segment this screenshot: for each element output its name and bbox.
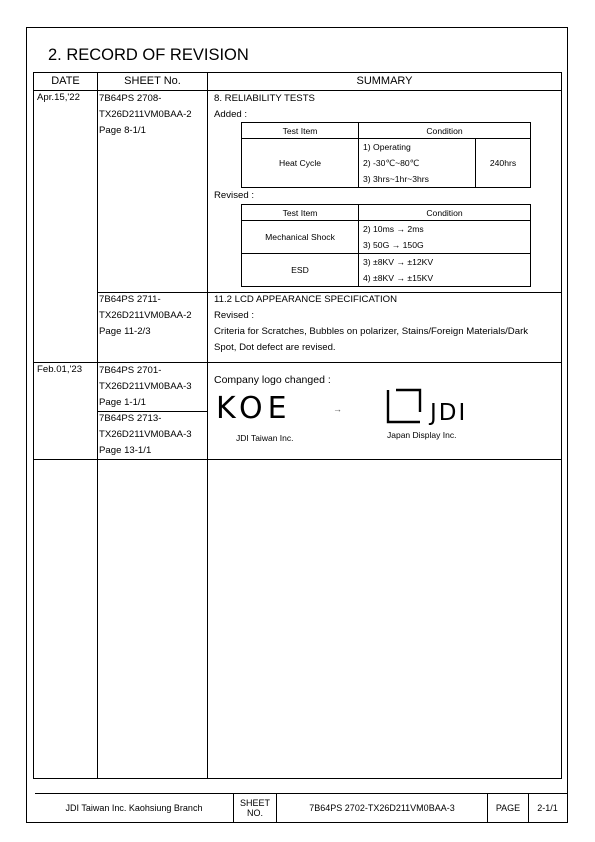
condition-line: 3) 50G → 150G [363, 240, 424, 250]
entry2-date: Feb.01,'23 [37, 364, 83, 375]
revised-label: Revised : [214, 310, 254, 321]
revision-text: Spot, Dot defect are revised. [214, 342, 336, 353]
sheet-line: Page 13-1/1 [99, 445, 152, 456]
sheet-line: TX26D211VM0BAA-2 [99, 310, 192, 321]
col-test-item: Test Item [242, 205, 359, 221]
entry1-section2 [214, 292, 528, 356]
koe-logo-caption: JDI Taiwan Inc. [236, 433, 294, 443]
sheet-line: 7B64PS 2711- [99, 294, 161, 305]
sheet-line: 7B64PS 2713- [99, 413, 162, 424]
column-divider [207, 73, 208, 778]
footer-page-label: PAGE [495, 803, 521, 813]
sheet-line: 7B64PS 2701- [99, 365, 162, 376]
condition-line: 3) 3hrs~1hr~3hrs [363, 174, 429, 184]
footer-company: JDI Taiwan Inc. Kaohsiung Branch [65, 803, 203, 813]
entry2-summary: Company logo changed : [214, 374, 331, 386]
col-test-item: Test Item [242, 123, 359, 139]
arrow-icon: → [333, 404, 342, 414]
footer-page-number: 2-1/1 [537, 803, 558, 813]
mechanical-shock-conditions [359, 221, 531, 254]
entry1-sheet-b [99, 292, 192, 340]
koe-logo: KOE [216, 391, 292, 426]
sheet-line: Page 1-1/1 [99, 397, 146, 408]
condition-line: 4) ±8KV → ±15KV [363, 273, 434, 283]
row-divider [34, 459, 561, 460]
entry1-added-label: Added : [214, 109, 248, 120]
jdi-logo-wordmark: JDI [430, 400, 468, 426]
entry1-revised-label: Revised : [214, 190, 254, 201]
sheet-line: TX26D211VM0BAA-3 [99, 381, 192, 392]
jdi-logo-caption: Japan Display Inc. [387, 430, 457, 440]
sheet-line: Page 11-2/3 [99, 326, 151, 337]
sheet-line: TX26D211VM0BAA-3 [99, 429, 192, 440]
test-item-mechanical-shock: Mechanical Shock [242, 221, 359, 254]
sheet-label-line: SHEET [239, 798, 270, 808]
revision-text: Criteria for Scratches, Bubbles on polarizer, Stains/Foreign Materials/Dark [214, 326, 529, 337]
sheet-label-line: NO. [246, 808, 263, 818]
page-footer [35, 793, 568, 823]
sheet-line: 7B64PS 2708- [99, 93, 162, 104]
entry1-section: 8. RELIABILITY TESTS [214, 93, 315, 104]
sheet-line: Page 8-1/1 [99, 125, 146, 136]
column-divider [97, 73, 98, 778]
entry1-sheet-a [99, 91, 192, 139]
header-date: DATE [51, 75, 80, 87]
col-condition: Condition [359, 123, 531, 139]
entry2-sheet-b [99, 411, 192, 459]
condition-line: 3) ±8KV → ±12KV [363, 257, 434, 267]
esd-conditions [359, 254, 531, 287]
footer-sheet-number: 7B64PS 2702-TX26D211VM0BAA-3 [309, 803, 455, 813]
header-sheet: SHEET No. [124, 75, 181, 87]
heat-cycle-conditions [359, 139, 476, 188]
jdi-logo-mark-icon [386, 388, 424, 426]
entry2-sheet-a [99, 363, 192, 411]
test-item-esd: ESD [242, 254, 359, 287]
footer-sheet-label [234, 793, 276, 823]
revised-test-table [241, 204, 531, 287]
test-item-heat-cycle: Heat Cycle [242, 139, 359, 188]
sheet-line: TX26D211VM0BAA-2 [99, 109, 192, 120]
header-summary: SUMMARY [356, 75, 413, 87]
page-title: 2. RECORD OF REVISION [48, 46, 249, 64]
condition-line: 1) Operating [363, 142, 411, 152]
entry1-date: Apr.15,'22 [37, 92, 80, 103]
revision-table [33, 72, 562, 779]
col-condition: Condition [359, 205, 531, 221]
condition-line: 2) 10ms → 2ms [363, 224, 424, 234]
section-heading: 11.2 LCD APPEARANCE SPECIFICATION [214, 294, 398, 305]
added-test-table [241, 122, 531, 188]
condition-line: 2) -30℃~80℃ [363, 158, 420, 168]
heat-cycle-duration: 240hrs [476, 139, 531, 188]
